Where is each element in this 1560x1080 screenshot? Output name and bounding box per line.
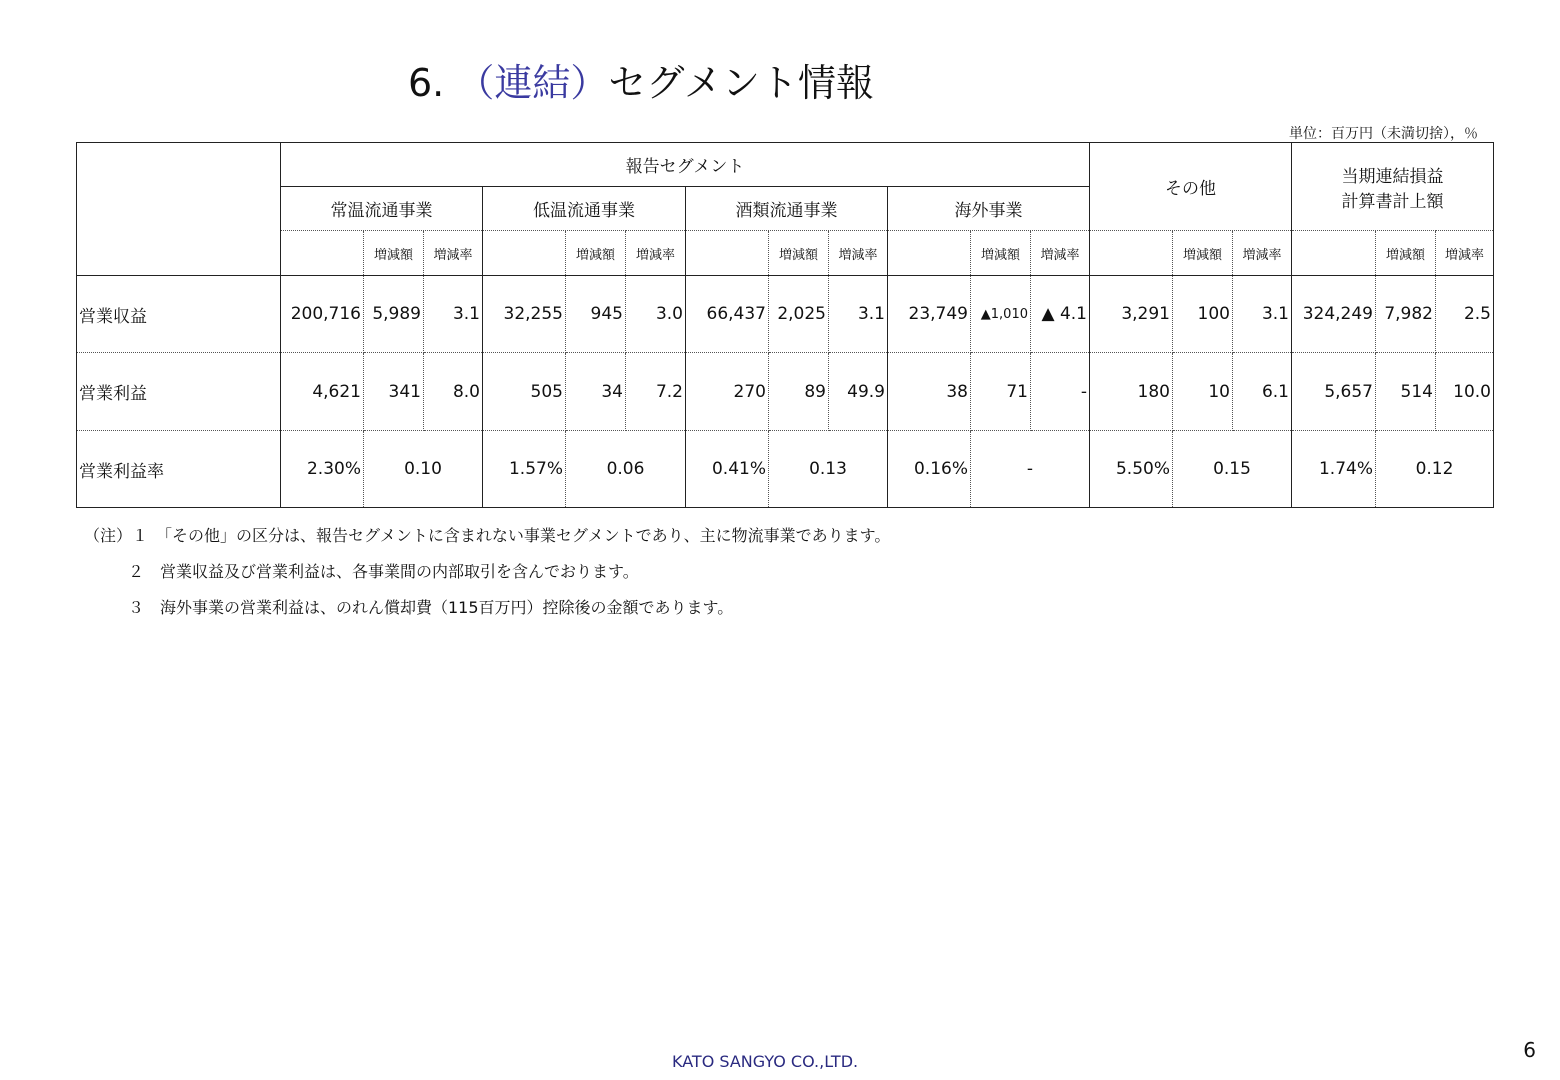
segment-header: 海外事業	[888, 187, 1090, 231]
page-number: 6	[1523, 1038, 1536, 1062]
table-cell: 38	[888, 353, 971, 431]
margin-cell: 2.30%	[281, 431, 364, 508]
table-cell: ▲ 4.1	[1031, 276, 1090, 353]
rate-subheader: 増減率	[424, 231, 483, 276]
total-header-line1: 当期連結損益	[1341, 166, 1444, 187]
note-1: （注）１ 「その他」の区分は、報告セグメントに含まれない事業セグメントであり、主に物流事業であります。	[84, 526, 891, 545]
change-subheader: 増減額	[1376, 231, 1436, 276]
margin-cell: 1.74%	[1292, 431, 1376, 508]
table-cell: 10	[1173, 353, 1233, 431]
table-cell: 514	[1376, 353, 1436, 431]
table-cell: 3.1	[829, 276, 888, 353]
other-header: その他	[1090, 143, 1292, 231]
table-cell: 8.0	[424, 353, 483, 431]
table-cell: ▲1,010	[971, 276, 1031, 353]
table-cell: 3.1	[424, 276, 483, 353]
value-subheader	[1292, 231, 1376, 276]
total-header	[1292, 143, 1494, 231]
rate-subheader: 増減率	[829, 231, 888, 276]
margin-cell: 1.57%	[483, 431, 566, 508]
table-cell: 7.2	[626, 353, 686, 431]
rate-subheader: 増減率	[1233, 231, 1292, 276]
margin-change-cell: -	[971, 431, 1090, 508]
table-cell: 89	[769, 353, 829, 431]
corner-cell	[77, 143, 281, 276]
table-cell: 3,291	[1090, 276, 1173, 353]
table-cell: 5,657	[1292, 353, 1376, 431]
segment-table	[76, 142, 1494, 508]
segment-header: 常温流通事業	[281, 187, 483, 231]
table-cell: 945	[566, 276, 626, 353]
unit-note: 単位：百万円（未満切捨），％	[1289, 126, 1478, 142]
value-subheader	[888, 231, 971, 276]
table-cell: 71	[971, 353, 1031, 431]
table-cell: 2.5	[1436, 276, 1494, 353]
segment-header: 低温流通事業	[483, 187, 686, 231]
page-title	[408, 52, 874, 107]
change-subheader: 増減額	[971, 231, 1031, 276]
table-cell: 5,989	[364, 276, 424, 353]
table-cell: 7,982	[1376, 276, 1436, 353]
table-cell: -	[1031, 353, 1090, 431]
value-subheader	[686, 231, 769, 276]
table-cell: 2,025	[769, 276, 829, 353]
rate-subheader: 増減率	[1436, 231, 1494, 276]
change-subheader: 増減額	[566, 231, 626, 276]
table-cell: 200,716	[281, 276, 364, 353]
table-cell: 180	[1090, 353, 1173, 431]
notes	[84, 518, 890, 626]
table-cell: 341	[364, 353, 424, 431]
table-cell: 270	[686, 353, 769, 431]
margin-change-cell: 0.12	[1376, 431, 1494, 508]
rate-subheader: 増減率	[1031, 231, 1090, 276]
reported-segments-header: 報告セグメント	[281, 143, 1090, 187]
table-cell: 324,249	[1292, 276, 1376, 353]
value-subheader	[483, 231, 566, 276]
margin-cell: 5.50%	[1090, 431, 1173, 508]
note-2: ２ 営業収益及び営業利益は、各事業間の内部取引を含んでおります。	[128, 562, 639, 581]
table-cell: 49.9	[829, 353, 888, 431]
table-cell: 34	[566, 353, 626, 431]
table-cell: 10.0	[1436, 353, 1494, 431]
segment-header: 酒類流通事業	[686, 187, 888, 231]
row-label: 営業利益率	[77, 431, 281, 508]
change-subheader: 増減額	[769, 231, 829, 276]
change-subheader: 増減額	[1173, 231, 1233, 276]
table-cell: 3.1	[1233, 276, 1292, 353]
value-subheader	[1090, 231, 1173, 276]
margin-cell: 0.41%	[686, 431, 769, 508]
table-cell: 505	[483, 353, 566, 431]
margin-change-cell: 0.13	[769, 431, 888, 508]
change-subheader: 増減額	[364, 231, 424, 276]
table-cell: 32,255	[483, 276, 566, 353]
table-cell: 23,749	[888, 276, 971, 353]
title-text: セグメント情報	[608, 61, 874, 105]
table-cell: 100	[1173, 276, 1233, 353]
margin-change-cell: 0.06	[566, 431, 686, 508]
company-footer: KATO SANGYO CO.,LTD.	[672, 1052, 859, 1071]
total-header-line2: 計算書計上額	[1341, 191, 1444, 212]
row-label: 営業利益	[77, 353, 281, 431]
rate-subheader: 増減率	[626, 231, 686, 276]
note-3: ３ 海外事業の営業利益は、のれん償却費（115百万円）控除後の金額であります。	[128, 598, 734, 617]
table-cell: 3.0	[626, 276, 686, 353]
table-cell: 66,437	[686, 276, 769, 353]
margin-change-cell: 0.15	[1173, 431, 1292, 508]
title-number: 6.	[408, 61, 445, 105]
value-subheader	[281, 231, 364, 276]
title-consolidated: （連結）	[456, 61, 609, 105]
margin-change-cell: 0.10	[364, 431, 483, 508]
table-cell: 6.1	[1233, 353, 1292, 431]
table-cell: 4,621	[281, 353, 364, 431]
row-label: 営業収益	[77, 276, 281, 353]
margin-cell: 0.16%	[888, 431, 971, 508]
